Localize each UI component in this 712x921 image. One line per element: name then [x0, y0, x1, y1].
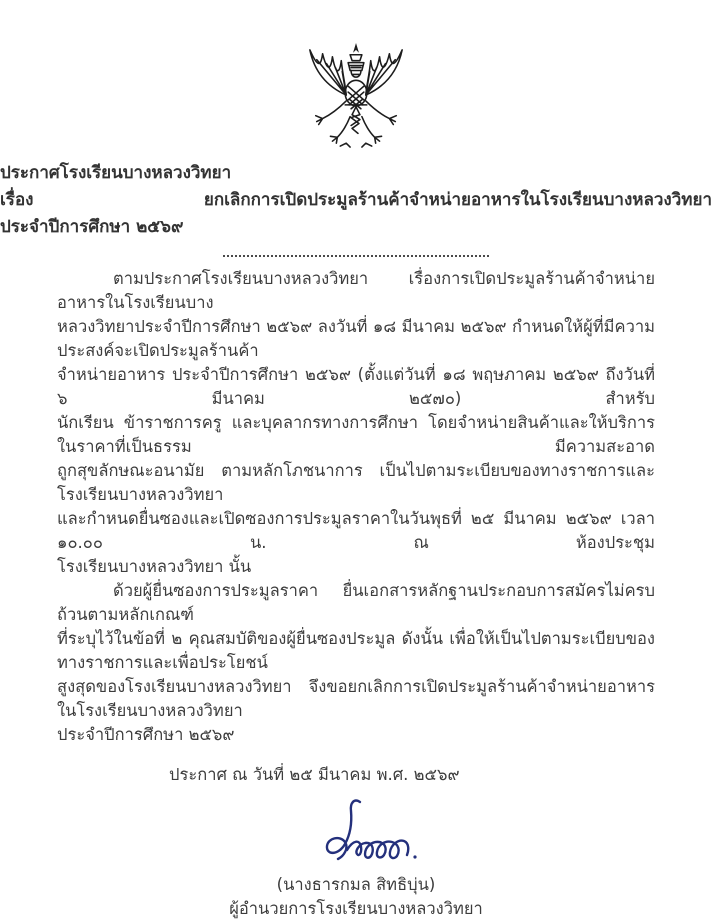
paragraph-line: ด้วยผู้ยื่นซองการประมูลราคา ยื่นเอกสารหลักฐานประกอบการสมัครไม่ครบถ้วนตามหลักเกณฑ์ [57, 581, 655, 624]
garuda-emblem-graphic [297, 42, 415, 152]
paragraph-line: นักเรียน ข้าราชการครู และบุคลากรทางการศึกษา โดยจำหน่ายสินค้าและให้บริการในราคาที่เป็นธรรม มีความสะอาด [57, 413, 655, 456]
paragraph-line: หลวงวิทยาประจำปีการศึกษา ๒๕๖๙ ลงวันที่ ๑๘ มีนาคม ๒๕๖๙ กำหนดให้ผู้ที่มีความประสงค์จะเปิดประมูลร้านค้า [57, 317, 655, 360]
signature-graphic [314, 795, 434, 871]
paragraph-line: ตามประกาศโรงเรียนบางหลวงวิทยา เรื่องการเปิดประมูลร้านค้าจำหน่ายอาหารในโรงเรียนบาง [57, 269, 655, 312]
signature-handwriting [314, 795, 434, 871]
title-line: ประกาศโรงเรียนบางหลวงวิทยา [0, 163, 232, 183]
announcement-document [0, 42, 712, 918]
issue-date-line: ประกาศ ณ วันที่ ๒๕ มีนาคม พ.ศ. ๒๕๖๙ [169, 765, 460, 784]
paragraph-line: สูงสุดของโรงเรียนบางหลวงวิทยา จึงขอยกเลิกการเปิดประมูลร้านค้าจำหน่ายอาหารในโรงเรียนบางหลวงวิทยา [57, 677, 655, 720]
paragraph-2 [57, 579, 655, 747]
paragraph-line: และกำหนดยื่นซองและเปิดซองการประมูลราคาในวันพุธที่ ๒๕ มีนาคม ๒๕๖๙ เวลา ๑๐.๐๐ น. ณ ห้องประชุม [57, 509, 655, 552]
document-body [57, 267, 655, 921]
signer-title: ผู้อำนวยการโรงเรียนบางหลวงวิทยา [229, 899, 483, 918]
paragraph-line: โรงเรียนบางหลวงวิทยา นั้น [57, 557, 252, 576]
signer-name: (นางธารกมล สิทธิบุ่น) [276, 875, 436, 894]
paragraph-line: ถูกสุขลักษณะอนามัย ตามหลักโภชนาการ เป็นไปตามระเบียบของทางราชการและโรงเรียนบางหลวงวิทยา [57, 461, 655, 504]
dotted-separator [223, 255, 489, 257]
paragraph-1 [57, 267, 655, 579]
title-line: เรื่อง ยกเลิกการเปิดประมูลร้านค้าจำหน่ายอาหารในโรงเรียนบางหลวงวิทยา [0, 190, 712, 210]
document-title [0, 160, 712, 241]
paragraph-line: ที่ระบุไว้ในข้อที่ ๒ คุณสมบัติของผู้ยื่นซองประมูล ดังนั้น เพื่อให้เป็นไปตามระเบียบของทางราชการและเพื่อประโยชน์ [57, 629, 655, 672]
garuda-emblem [297, 42, 415, 152]
paragraph-line: ประจำปีการศึกษา ๒๕๖๙ [57, 725, 235, 744]
paragraph-line: จำหน่ายอาหาร ประจำปีการศึกษา ๒๕๖๙ (ตั้งแต่วันที่ ๑๘ พฤษภาคม ๒๕๖๙ ถึงวันที่ ๖ มีนาคม ๒๕๗๐) สำหรับ [57, 365, 655, 408]
title-line: ประจำปีการศึกษา ๒๕๖๙ [0, 217, 184, 237]
